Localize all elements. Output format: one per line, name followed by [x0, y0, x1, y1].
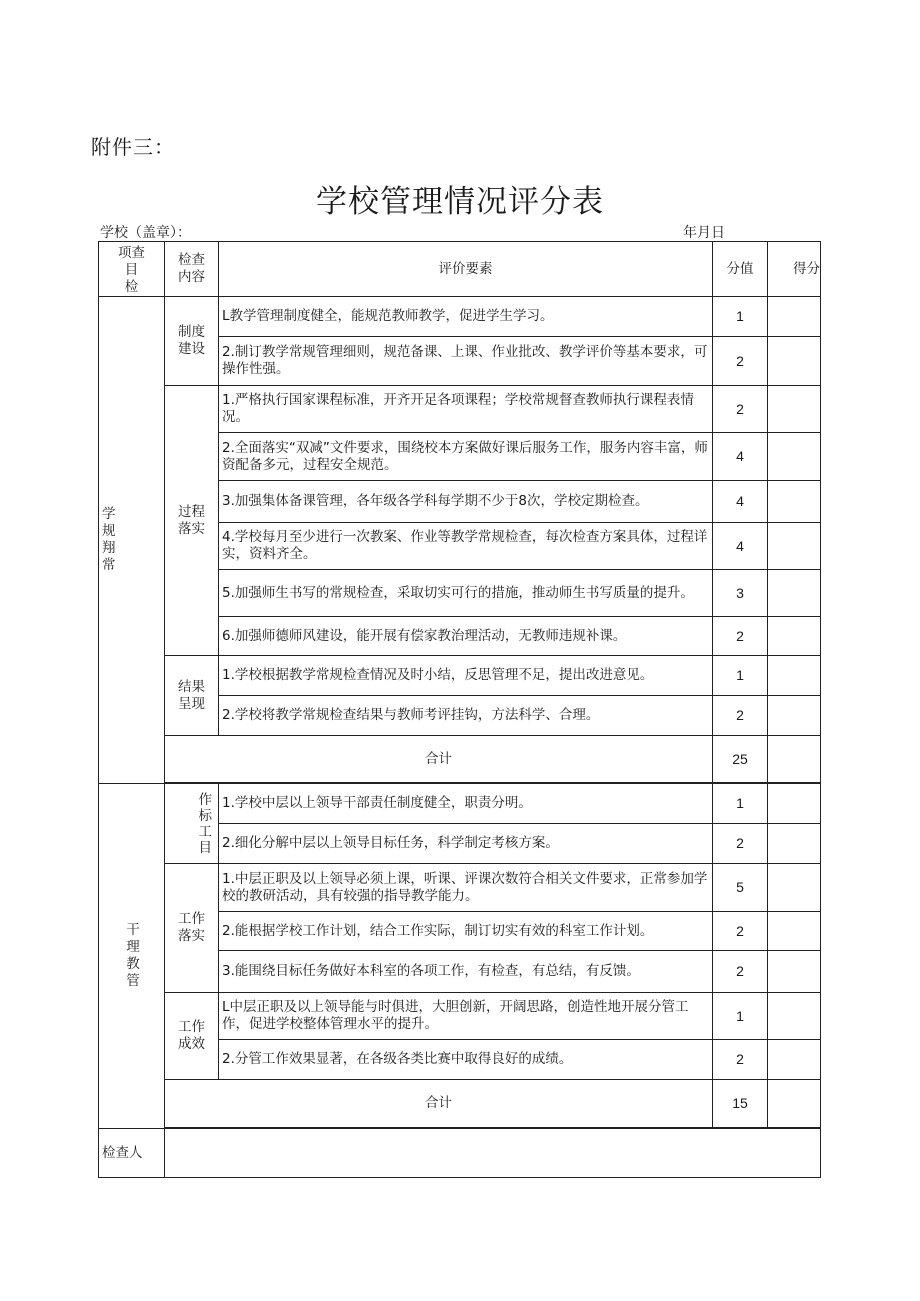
total-row	[99, 736, 821, 783]
score-cell[interactable]	[768, 386, 821, 433]
score-cell[interactable]	[768, 337, 821, 386]
requirement-text: 3.加强集体备课管理，各年级各学科每学期不少于8次，学校定期检查。	[219, 481, 713, 523]
points-value: 1	[713, 784, 768, 824]
total-points: 25	[713, 736, 768, 783]
score-cell[interactable]	[768, 1080, 821, 1128]
requirement-text: 2.细化分解中层以上领导目标任务，科学制定考核方案。	[219, 824, 713, 864]
requirement-text: 1.学校根据教学常规检查情况及时小结，反思管理不足，提出改进意见。	[219, 656, 713, 696]
score-cell[interactable]	[768, 993, 821, 1040]
score-cell[interactable]	[768, 433, 821, 481]
table-row	[99, 864, 821, 912]
score-cell[interactable]	[768, 297, 821, 337]
attachment-label: 附件三：	[91, 135, 175, 159]
total-row	[99, 1080, 821, 1128]
header-points: 分值	[713, 242, 768, 297]
points-value: 5	[713, 864, 768, 912]
total-label: 合计	[165, 1080, 713, 1128]
inspector-label: 检查人	[99, 1129, 165, 1178]
score-cell[interactable]	[768, 736, 821, 783]
requirement-text: L教学管理制度健全，能规范教师教学，促进学生学习。	[219, 297, 713, 337]
score-cell[interactable]	[768, 784, 821, 824]
group-work-results: 工作 成效	[165, 993, 219, 1080]
requirement-text: 3.能围绕目标任务做好本科室的各项工作，有检查，有总结，有反馈。	[219, 951, 713, 993]
score-cell[interactable]	[768, 617, 821, 656]
group-work-implementation: 工作 落实	[165, 864, 219, 993]
table-row	[99, 993, 821, 1040]
score-cell[interactable]	[768, 1040, 821, 1080]
header-content: 检查 内容	[165, 242, 219, 297]
group-results: 结果 呈现	[165, 656, 219, 736]
evaluation-table	[98, 241, 821, 1178]
requirement-text: 2.全面落实“双减”文件要求，围绕校本方案做好课后服务工作，服务内容丰富，师资配备多元，过程安全规范。	[219, 433, 713, 481]
header-requirements: 评价要素	[219, 242, 713, 297]
score-cell[interactable]	[768, 912, 821, 951]
category-teaching-routine: 学 规 翔 常	[99, 297, 165, 784]
table-row	[99, 784, 821, 824]
requirement-text: 2.能根据学校工作计划，结合工作实际，制订切实有效的科室工作计划。	[219, 912, 713, 951]
school-stamp-label: 学校（盖章）：	[100, 225, 191, 241]
date-label: 年月日	[683, 225, 725, 241]
group-process-implementation: 过程 落实	[165, 386, 219, 656]
header-project: 项查 目 检	[99, 242, 165, 297]
requirement-text: 1.严格执行国家课程标准，开齐开足各项课程；学校常规督查教师执行课程表情况。	[219, 386, 713, 433]
group-system-building: 制度 建设	[165, 297, 219, 386]
table-header-row	[99, 242, 821, 297]
total-points: 15	[713, 1080, 768, 1128]
requirement-text: L中层正职及以上领导能与时俱进，大胆创新，开阔思路，创造性地开展分管工作，促进学校整体管理水平的提升。	[219, 993, 713, 1040]
requirement-text: 1.中层正职及以上领导必须上课，听课、评课次数符合相关文件要求，正常参加学校的教研活动，具有较强的指导教学能力。	[219, 864, 713, 912]
score-cell[interactable]	[768, 481, 821, 523]
total-label: 合计	[165, 736, 713, 783]
score-cell[interactable]	[768, 570, 821, 617]
points-value: 3	[713, 570, 768, 617]
requirement-text: 2.分管工作效果显著，在各级各类比赛中取得良好的成绩。	[219, 1040, 713, 1080]
points-value: 2	[713, 696, 768, 736]
score-cell[interactable]	[768, 523, 821, 570]
points-value: 4	[713, 523, 768, 570]
points-value: 4	[713, 433, 768, 481]
requirement-text: 6.加强师德师风建设，能开展有偿家教治理活动，无教师违规补课。	[219, 617, 713, 656]
points-value: 2	[713, 1040, 768, 1080]
requirement-text: 4.学校每月至少进行一次教案、作业等教学常规检查，每次检查方案具体，过程详实，资料齐全。	[219, 523, 713, 570]
inspector-signature-field[interactable]	[165, 1129, 821, 1178]
category-cadre-management: 干 理 教 管	[99, 784, 165, 1129]
page-title: 学校管理情况评分表	[316, 184, 604, 220]
points-value: 2	[713, 386, 768, 433]
score-cell[interactable]	[768, 696, 821, 736]
points-value: 1	[713, 656, 768, 696]
points-value: 1	[713, 297, 768, 337]
points-value: 2	[713, 617, 768, 656]
score-cell[interactable]	[768, 824, 821, 864]
requirement-text: 2.制订教学常规管理细则，规范备课、上课、作业批改、教学评价等基本要求，可操作性强。	[219, 337, 713, 386]
points-value: 2	[713, 951, 768, 993]
table-row	[99, 297, 821, 337]
table-row	[99, 386, 821, 433]
points-value: 2	[713, 912, 768, 951]
requirement-text: 1.学校中层以上领导干部责任制度健全，职责分明。	[219, 784, 713, 824]
points-value: 1	[713, 993, 768, 1040]
score-cell[interactable]	[768, 864, 821, 912]
requirement-text: 5.加强师生书写的常规检查，采取切实可行的措施，推动师生书写质量的提升。	[219, 570, 713, 617]
requirement-text: 2.学校将教学常规检查结果与教师考评挂钩，方法科学、合理。	[219, 696, 713, 736]
table-row	[99, 656, 821, 696]
points-value: 2	[713, 337, 768, 386]
points-value: 4	[713, 481, 768, 523]
inspector-row	[99, 1129, 821, 1178]
score-cell[interactable]	[768, 656, 821, 696]
score-cell[interactable]	[768, 951, 821, 993]
header-score: 得分	[768, 242, 821, 297]
points-value: 2	[713, 824, 768, 864]
group-work-targets: 作 标 工 目	[165, 784, 219, 864]
